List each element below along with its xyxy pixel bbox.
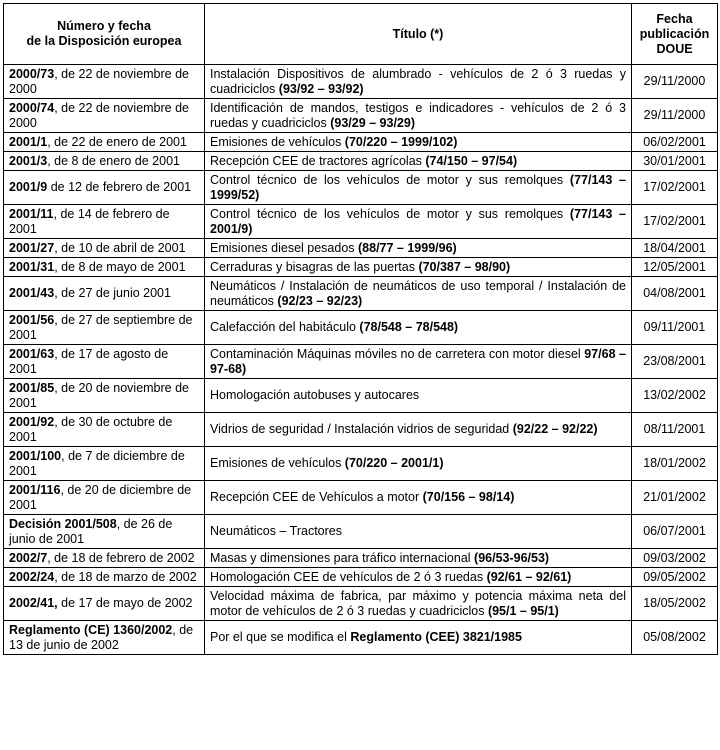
header-pubdate-line2: publicación bbox=[639, 26, 710, 41]
title-directive-range: (93/92 – 93/92) bbox=[278, 81, 364, 96]
title-directive-range: (70/220 – 2001/1) bbox=[344, 456, 444, 470]
disposition-date: , de 30 de octubre de 2001 bbox=[9, 414, 173, 444]
disposition-title bbox=[205, 65, 632, 99]
disposition-title bbox=[205, 345, 632, 379]
publication-date: 29/11/2000 bbox=[632, 65, 718, 99]
disposition-reference bbox=[4, 379, 205, 413]
table-row bbox=[4, 515, 718, 549]
disposition-number: 2002/24 bbox=[9, 569, 55, 584]
disposition-reference bbox=[4, 277, 205, 311]
title-text: Cerraduras y bisagras de las puertas bbox=[210, 259, 419, 274]
title-text: Velocidad máxima de fabrica, par máximo y potencia máxima neta del motor de vehículos de 2 ó 3 ruedas y cuadriciclos bbox=[210, 588, 626, 618]
disposition-date: , de 8 de mayo de 2001 bbox=[54, 259, 186, 274]
header-number-date bbox=[4, 4, 205, 65]
table-row bbox=[4, 65, 718, 99]
publication-date: 18/01/2002 bbox=[632, 447, 718, 481]
header-number-date-line2: de la Disposición europea bbox=[26, 34, 182, 48]
disposition-reference bbox=[4, 481, 205, 515]
table-row bbox=[4, 311, 718, 345]
disposition-title bbox=[205, 587, 632, 621]
header-title: Título (*) bbox=[205, 4, 632, 65]
disposition-date: , de 22 de noviembre de 2000 bbox=[9, 100, 190, 130]
disposition-date: , de 20 de noviembre de 2001 bbox=[9, 380, 190, 410]
disposition-date: , de 17 de agosto de 2001 bbox=[9, 346, 169, 376]
disposition-date: , de 7 de diciembre de 2001 bbox=[9, 448, 185, 478]
disposition-reference bbox=[4, 345, 205, 379]
disposition-title bbox=[205, 239, 632, 258]
disposition-date: , de 13 de junio de 2002 bbox=[9, 622, 194, 652]
title-directive-range: (74/150 – 97/54) bbox=[425, 153, 518, 168]
table-row bbox=[4, 568, 718, 587]
publication-date: 09/05/2002 bbox=[632, 568, 718, 587]
publication-date: 06/07/2001 bbox=[632, 515, 718, 549]
title-text: Recepción CEE de Vehículos a motor bbox=[210, 490, 423, 504]
title-text: Control técnico de los vehículos de motor y sus remolques bbox=[210, 206, 570, 221]
title-directive-range: (77/143 – 2001/9) bbox=[210, 206, 626, 236]
title-directive-range: (77/143 – 1999/52) bbox=[210, 172, 626, 202]
publication-date: 23/08/2001 bbox=[632, 345, 718, 379]
header-publication-date bbox=[632, 4, 718, 65]
table-row bbox=[4, 99, 718, 133]
disposition-date: de 12 de febrero de 2001 bbox=[47, 180, 192, 194]
publication-date: 04/08/2001 bbox=[632, 277, 718, 311]
title-directive-range: (92/22 – 92/22) bbox=[512, 422, 598, 436]
table-row bbox=[4, 171, 718, 205]
disposition-number: 2001/63 bbox=[9, 346, 55, 361]
disposition-title bbox=[205, 99, 632, 133]
title-directive-range: 97/68 – 97-68) bbox=[210, 346, 626, 376]
disposition-number: Decisión 2001/508 bbox=[9, 516, 117, 531]
publication-date: 21/01/2002 bbox=[632, 481, 718, 515]
table-row bbox=[4, 345, 718, 379]
disposition-reference bbox=[4, 413, 205, 447]
header-pubdate-line3: DOUE bbox=[656, 41, 693, 56]
title-directive-range: (70/220 – 1999/102) bbox=[344, 134, 458, 149]
disposition-date: , de 22 de enero de 2001 bbox=[47, 134, 187, 149]
disposition-title bbox=[205, 133, 632, 152]
disposition-reference bbox=[4, 99, 205, 133]
disposition-number: 2000/73 bbox=[9, 66, 55, 81]
disposition-date: , de 10 de abril de 2001 bbox=[54, 240, 186, 255]
disposition-title bbox=[205, 379, 632, 413]
disposition-reference bbox=[4, 568, 205, 587]
table-row bbox=[4, 413, 718, 447]
disposition-number: 2001/85 bbox=[9, 380, 55, 395]
disposition-number: 2001/3 bbox=[9, 153, 48, 168]
disposition-date: , de 22 de noviembre de 2000 bbox=[9, 66, 190, 96]
publication-date: 18/04/2001 bbox=[632, 239, 718, 258]
disposition-reference bbox=[4, 515, 205, 549]
title-text: Homologación CEE de vehículos de 2 ó 3 ruedas bbox=[210, 569, 487, 584]
publication-date: 05/08/2002 bbox=[632, 621, 718, 655]
disposition-date: , de 27 de septiembre de 2001 bbox=[9, 312, 193, 342]
disposition-title bbox=[205, 152, 632, 171]
disposition-reference bbox=[4, 311, 205, 345]
disposition-number: 2001/11 bbox=[9, 206, 54, 221]
title-text: Instalación Dispositivos de alumbrado - vehículos de 2 ó 3 ruedas y cuadriciclos bbox=[210, 66, 626, 96]
disposition-date: , de 27 de junio 2001 bbox=[54, 286, 171, 300]
disposition-title bbox=[205, 258, 632, 277]
table-row bbox=[4, 152, 718, 171]
disposition-reference bbox=[4, 171, 205, 205]
publication-date: 13/02/2002 bbox=[632, 379, 718, 413]
title-text: Vidrios de seguridad / Instalación vidrios de seguridad bbox=[210, 422, 513, 436]
table-row bbox=[4, 447, 718, 481]
title-text: Emisiones diesel pesados bbox=[210, 240, 358, 255]
publication-date: 09/03/2002 bbox=[632, 549, 718, 568]
table-row bbox=[4, 133, 718, 152]
title-directive-range: (92/23 – 92/23) bbox=[277, 293, 363, 308]
disposition-title bbox=[205, 277, 632, 311]
disposition-title bbox=[205, 549, 632, 568]
title-text: Neumáticos – Tractores bbox=[210, 524, 342, 538]
publication-date: 17/02/2001 bbox=[632, 171, 718, 205]
disposition-title bbox=[205, 515, 632, 549]
disposition-number: 2001/31 bbox=[9, 259, 55, 274]
disposition-title bbox=[205, 311, 632, 345]
publication-date: 08/11/2001 bbox=[632, 413, 718, 447]
disposition-number: 2001/43 bbox=[9, 286, 55, 300]
title-directive-range: (70/156 – 98/14) bbox=[422, 490, 515, 504]
title-text: Control técnico de los vehículos de motor y sus remolques bbox=[210, 172, 570, 187]
publication-date: 18/05/2002 bbox=[632, 587, 718, 621]
disposition-reference bbox=[4, 65, 205, 99]
table-row bbox=[4, 205, 718, 239]
dispositions-table bbox=[3, 3, 718, 655]
disposition-date: , de 18 de marzo de 2002 bbox=[54, 569, 197, 584]
table-row bbox=[4, 239, 718, 258]
table-body bbox=[4, 65, 718, 655]
disposition-title bbox=[205, 481, 632, 515]
disposition-title bbox=[205, 447, 632, 481]
title-text: Identificación de mandos, testigos e indicadores - vehículos de 2 ó 3 ruedas y cuadriciclos bbox=[210, 100, 626, 130]
table-row bbox=[4, 549, 718, 568]
disposition-reference bbox=[4, 239, 205, 258]
title-directive-range: (95/1 – 95/1) bbox=[487, 603, 559, 618]
disposition-number: 2001/100 bbox=[9, 448, 62, 463]
publication-date: 06/02/2001 bbox=[632, 133, 718, 152]
table-row bbox=[4, 258, 718, 277]
disposition-title bbox=[205, 205, 632, 239]
title-directive-range: (78/548 – 78/548) bbox=[359, 320, 459, 334]
title-text: Homologación autobuses y autocares bbox=[210, 388, 420, 402]
disposition-date: , de 18 de febrero de 2002 bbox=[47, 550, 195, 565]
header-number-date-line1: Número y fecha bbox=[57, 19, 151, 33]
header-pubdate-line1: Fecha bbox=[656, 11, 693, 26]
disposition-reference bbox=[4, 152, 205, 171]
disposition-number: 2001/92 bbox=[9, 414, 55, 429]
title-text: Calefacción del habitáculo bbox=[210, 320, 360, 334]
title-directive-range: (88/77 – 1999/96) bbox=[358, 240, 457, 255]
disposition-date: , de 20 de diciembre de 2001 bbox=[9, 482, 192, 512]
disposition-number: 2001/1 bbox=[9, 134, 48, 149]
disposition-reference bbox=[4, 205, 205, 239]
disposition-date: , de 26 de junio de 2001 bbox=[9, 516, 173, 546]
disposition-reference bbox=[4, 133, 205, 152]
disposition-reference bbox=[4, 447, 205, 481]
title-text: Contaminación Máquinas móviles no de carretera con motor diesel bbox=[210, 346, 585, 361]
title-text: Emisiones de vehículos bbox=[210, 134, 345, 149]
disposition-date: , de 8 de enero de 2001 bbox=[47, 153, 180, 168]
title-directive-range: (92/61 – 92/61) bbox=[486, 569, 572, 584]
title-directive-range: (96/53-96/53) bbox=[474, 550, 550, 565]
table-row bbox=[4, 621, 718, 655]
title-text: Por el que se modifica el bbox=[210, 630, 351, 644]
disposition-title bbox=[205, 413, 632, 447]
publication-date: 17/02/2001 bbox=[632, 205, 718, 239]
title-directive-range: Reglamento (CEE) 3821/1985 bbox=[350, 630, 522, 644]
disposition-number: 2000/74 bbox=[9, 100, 55, 115]
publication-date: 12/05/2001 bbox=[632, 258, 718, 277]
disposition-title bbox=[205, 568, 632, 587]
disposition-number: 2002/7 bbox=[9, 550, 48, 565]
publication-date: 29/11/2000 bbox=[632, 99, 718, 133]
title-text: Neumáticos / Instalación de neumáticos de uso temporal / Instalación de neumáticos bbox=[210, 278, 626, 308]
disposition-date: de 17 de mayo de 2002 bbox=[57, 596, 193, 610]
table-row bbox=[4, 277, 718, 311]
title-text: Emisiones de vehículos bbox=[210, 456, 345, 470]
publication-date: 09/11/2001 bbox=[632, 311, 718, 345]
disposition-number: 2001/116 bbox=[9, 482, 61, 497]
disposition-number: 2001/56 bbox=[9, 312, 55, 327]
disposition-number: 2002/41, bbox=[9, 596, 58, 610]
disposition-date: , de 14 de febrero de 2001 bbox=[9, 206, 170, 236]
disposition-reference bbox=[4, 549, 205, 568]
disposition-reference bbox=[4, 621, 205, 655]
disposition-reference bbox=[4, 587, 205, 621]
table-row bbox=[4, 481, 718, 515]
disposition-title bbox=[205, 621, 632, 655]
disposition-title bbox=[205, 171, 632, 205]
title-text: Recepción CEE de tractores agrícolas bbox=[210, 153, 426, 168]
title-directive-range: (70/387 – 98/90) bbox=[418, 259, 511, 274]
disposition-number: 2001/9 bbox=[9, 180, 48, 194]
title-directive-range: (93/29 – 93/29) bbox=[330, 115, 415, 130]
disposition-number: Reglamento (CE) 1360/2002 bbox=[9, 622, 173, 637]
disposition-number: 2001/27 bbox=[9, 240, 55, 255]
disposition-reference bbox=[4, 258, 205, 277]
publication-date: 30/01/2001 bbox=[632, 152, 718, 171]
title-text: Masas y dimensiones para tráfico internacional bbox=[210, 550, 475, 565]
header-row bbox=[4, 4, 718, 65]
table-row bbox=[4, 587, 718, 621]
table-row bbox=[4, 379, 718, 413]
